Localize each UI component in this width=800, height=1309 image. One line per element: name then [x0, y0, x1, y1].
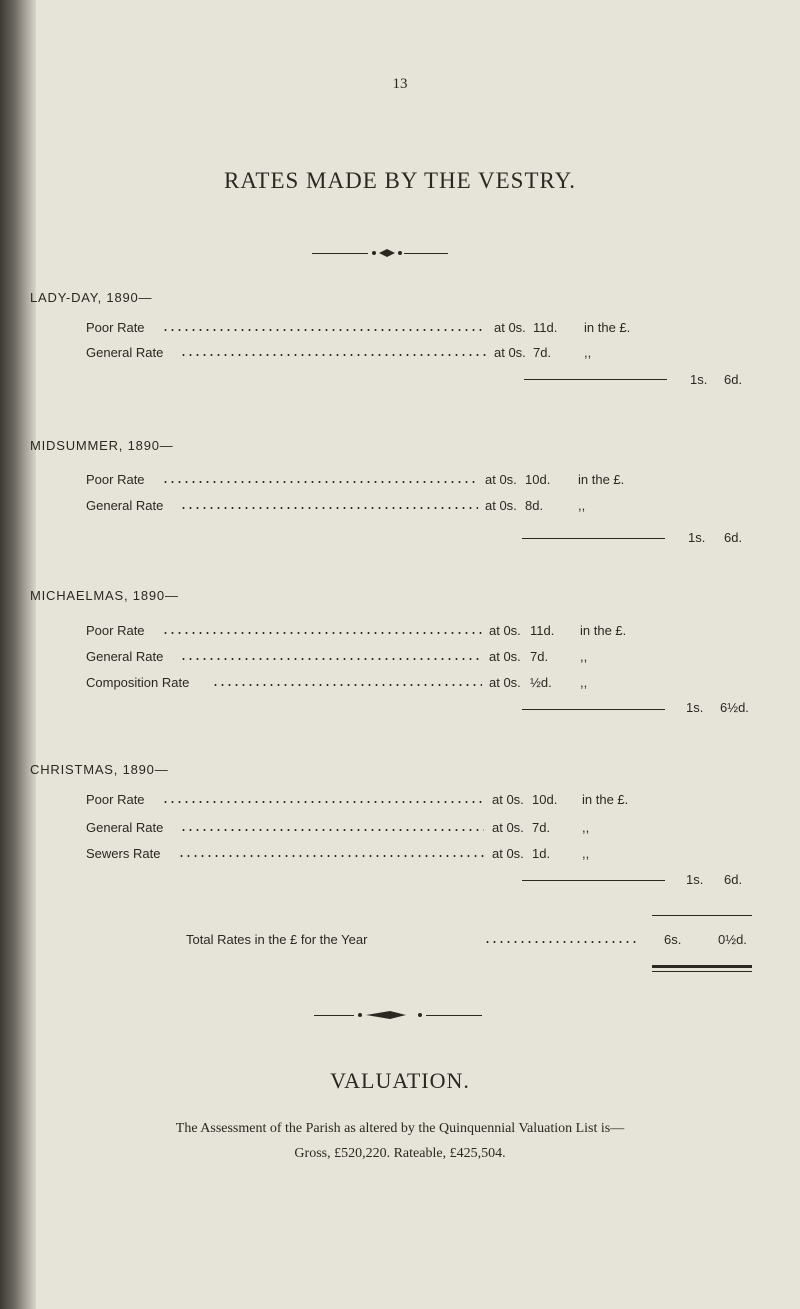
dot-leader: [162, 632, 482, 634]
rate-unit: ,,: [584, 345, 592, 360]
dot-leader: [180, 354, 486, 356]
section-heading-midsummer: MIDSUMMER, 1890—: [30, 438, 174, 453]
rate-label: Poor Rate: [86, 472, 145, 487]
valuation-title: VALUATION.: [330, 1068, 470, 1093]
rate-unit: ,,: [578, 498, 586, 513]
rate-amount: 1d.: [532, 846, 551, 861]
section-heading-christmas: CHRISTMAS, 1890—: [30, 762, 169, 777]
table-row: [0, 472, 800, 490]
dot-leader: [484, 941, 640, 943]
table-row: [0, 649, 800, 667]
rate-label: Poor Rate: [86, 623, 145, 638]
rate-label: General Rate: [86, 820, 164, 835]
rate-at: at 0s.: [492, 792, 524, 807]
table-row: [0, 675, 800, 693]
table-row: [0, 345, 800, 363]
table-row: [0, 792, 800, 810]
rate-unit: in the £.: [584, 320, 631, 335]
rate-at: at 0s.: [492, 820, 524, 835]
rate-amount: ½d.: [530, 675, 552, 690]
table-row: [0, 623, 800, 641]
rate-at: at 0s.: [485, 472, 517, 487]
rate-label: General Rate: [86, 345, 164, 360]
subtotal-rule: [522, 538, 665, 539]
dot-leader: [162, 801, 484, 803]
valuation-line-2: Gross, £520,220. Rateable, £425,504.: [294, 1146, 506, 1161]
total-top-rule: [652, 915, 752, 916]
rate-amount: 7d.: [533, 345, 552, 360]
rate-label: General Rate: [86, 649, 164, 664]
rate-label: Composition Rate: [86, 675, 190, 690]
rate-amount: 8d.: [525, 498, 544, 513]
total-shillings: 6s.: [664, 932, 682, 947]
subtotal-pence: 6d.: [724, 530, 743, 545]
section-heading-michaelmas: MICHAELMAS, 1890—: [30, 588, 179, 603]
section-heading-lady-day: LADY-DAY, 1890—: [30, 290, 153, 305]
rate-at: at 0s.: [494, 345, 526, 360]
subtotal-rule: [524, 379, 667, 380]
dot-leader: [178, 855, 484, 857]
rate-amount: 11d.: [533, 320, 558, 335]
rate-unit: ,,: [582, 846, 590, 861]
rate-amount: 10d.: [532, 792, 558, 807]
total-double-rule: [652, 965, 752, 968]
rate-at: at 0s.: [485, 498, 517, 513]
ornament-divider-bottom: [314, 1010, 482, 1022]
rate-unit: ,,: [580, 675, 588, 690]
total-double-rule-lower: [652, 971, 752, 972]
subtotal-rule: [522, 880, 665, 881]
rate-amount: 7d.: [530, 649, 549, 664]
total-label: Total Rates in the £ for the Year: [186, 932, 368, 947]
table-row: [0, 820, 800, 838]
subtotal-shillings: 1s.: [686, 872, 704, 887]
rate-unit: in the £.: [580, 623, 627, 638]
subtotal-shillings: 1s.: [686, 700, 704, 715]
rate-at: at 0s.: [489, 623, 521, 638]
page-title: RATES MADE BY THE VESTRY.: [224, 168, 576, 193]
dot-leader: [180, 658, 482, 660]
subtotal-shillings: 1s.: [688, 530, 706, 545]
rate-amount: 7d.: [532, 820, 551, 835]
dot-leader: [212, 684, 482, 686]
dot-leader: [162, 329, 486, 331]
rate-label: Sewers Rate: [86, 846, 161, 861]
rate-amount: 11d.: [530, 623, 555, 638]
ornament-divider-top: [312, 248, 448, 260]
subtotal-pence: 6d.: [724, 372, 743, 387]
rate-unit: in the £.: [578, 472, 625, 487]
subtotal-pence: 6½d.: [720, 700, 749, 715]
rate-at: at 0s.: [489, 649, 521, 664]
subtotal-shillings: 1s.: [690, 372, 708, 387]
table-row: [0, 846, 800, 864]
page-number: 13: [392, 76, 408, 92]
dot-leader: [180, 507, 478, 509]
table-row: [0, 498, 800, 516]
table-row: [0, 320, 800, 338]
rate-unit: ,,: [582, 820, 590, 835]
rate-label: Poor Rate: [86, 792, 145, 807]
rate-at: at 0s.: [494, 320, 526, 335]
rate-at: at 0s.: [492, 846, 524, 861]
dot-leader: [180, 829, 484, 831]
total-pence: 0½d.: [718, 932, 747, 947]
rate-unit: in the £.: [582, 792, 629, 807]
valuation-line-1: The Assessment of the Parish as altered by the Quinquennial Valuation List is—: [175, 1121, 625, 1136]
rate-label: Poor Rate: [86, 320, 145, 335]
rate-label: General Rate: [86, 498, 164, 513]
rate-at: at 0s.: [489, 675, 521, 690]
subtotal-pence: 6d.: [724, 872, 743, 887]
subtotal-rule: [522, 709, 665, 710]
rate-amount: 10d.: [525, 472, 551, 487]
rate-unit: ,,: [580, 649, 588, 664]
dot-leader: [162, 481, 478, 483]
